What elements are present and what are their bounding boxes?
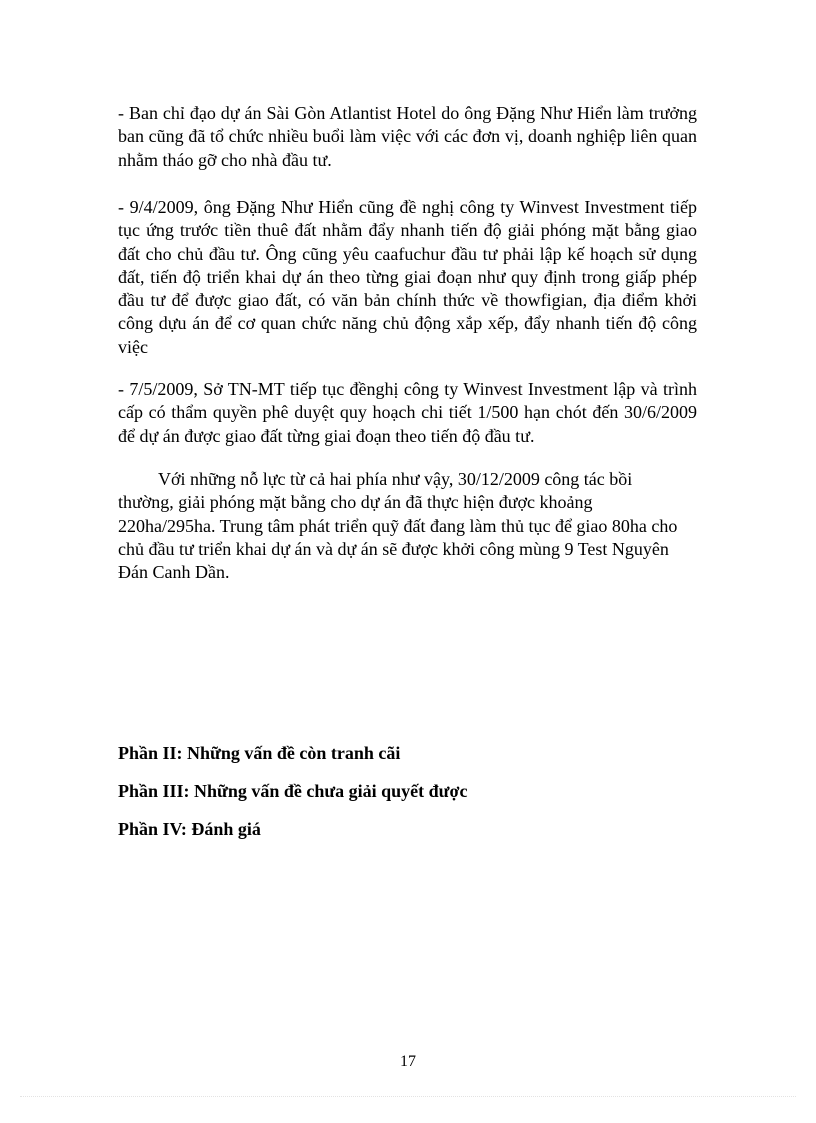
section-heading-part-4: Phần IV: Đánh giá	[118, 819, 261, 839]
paragraph-steering-committee: - Ban chỉ đạo dự án Sài Gòn Atlantist Hotel do ông Đặng Như Hiển làm trưởng ban cũng đã tổ chức nhiều buổi làm việc với các đơn vị, doanh nghiệp liên quan nhằm tháo gỡ cho nhà đầu tư.	[118, 103, 697, 170]
paragraph-april-proposal: - 9/4/2009, ông Đặng Như Hiển cũng đề nghị công ty Winvest Investment tiếp tục ứng trước tiền thuê đất nhằm đẩy nhanh tiến độ giải phóng mặt bằng giao đất cho chủ đầu tư. Ông cũng yêu caafuchur đầu tư phải lập kế hoạch sử dụng đất, tiến độ triển khai dự án theo từng giai đoạn như quy định trong giấp phép đầu tư để được giao đất, có văn bản chính thức về thowfigian, địa điểm khởi công dựu án để cơ quan chức năng chủ động xắp xếp, đẩy nhanh tiến độ công việc	[118, 197, 697, 357]
section-heading-part-2: Phần II: Những vấn đề còn tranh cãi	[118, 743, 401, 763]
page-number: 17	[400, 1053, 416, 1070]
section-heading-part-3: Phần III: Những vấn đề chưa giải quyết được	[118, 781, 468, 801]
paragraph-may-proposal: - 7/5/2009, Sở TN-MT tiếp tục đềnghị công ty Winvest Investment lập và trình cấp có thẩm quyền phê duyệt quy hoạch chi tiết 1/500 hạn chót đến 30/6/2009 để dự án được giao đất từng giai đoạn theo tiến độ đầu tư.	[118, 379, 697, 446]
page-bottom-divider	[20, 1096, 796, 1097]
paragraph-compensation-progress: Với những nỗ lực từ cả hai phía như vậy, 30/12/2009 công tác bồi thường, giải phóng mặt bằng cho dự án đã thực hiện được khoảng 220ha/295ha. Trung tâm phát triển quỹ đất đang làm thủ tục để giao 80ha cho chủ đầu tư triển khai dự án và dự án sẽ được khởi công mùng 9 Test Nguyên Đán Canh Dần.	[118, 469, 678, 583]
